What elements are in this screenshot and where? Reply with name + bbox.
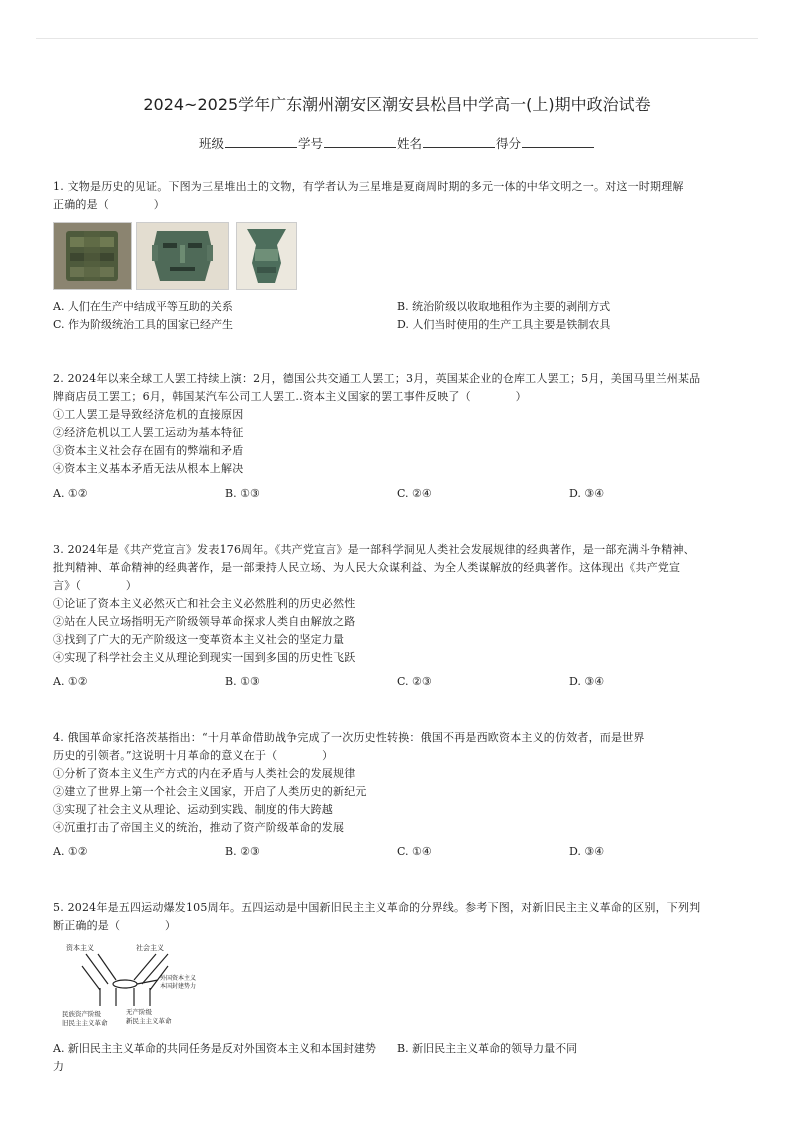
question-text-line: 1. 文物是历史的见证。下图为三星堆出土的文物，有学者认为三星堆是夏商周时期的多元一体的中华文明之一。对这一时期理解: [53, 180, 684, 193]
diagram-label-foreign-capitalism: 外国资本主义: [160, 975, 197, 982]
option-d[interactable]: D. ③④: [569, 845, 605, 858]
student-info-line: [0, 134, 794, 152]
statement-item: ④资本主义基本矛盾无法从根本上解决: [53, 462, 244, 475]
option-d[interactable]: D. ③④: [569, 487, 605, 500]
diagram-label-proletariat: 无产阶级: [126, 1008, 152, 1016]
question-3-stem: [53, 541, 743, 667]
question-text-line: 牌商店员工罢工；6月，韩国某汽车公司工人罢工..资本主义国家的罢工事件反映了（ ）: [53, 390, 527, 403]
option-a[interactable]: A. ①②: [53, 675, 88, 688]
bronze-vessel-image: [53, 222, 132, 290]
option-c[interactable]: C. ②④: [397, 487, 432, 500]
statement-item: ③找到了广大的无产阶级这一变革资本主义社会的坚定力量: [53, 633, 345, 646]
question-4-options: [53, 845, 743, 863]
bronze-zun-image: [236, 222, 297, 290]
question-text-line: 历史的引领者。”这说明十月革命的意义在于（ ）: [53, 749, 334, 762]
score-label: 得分: [496, 136, 522, 151]
top-divider: [36, 38, 758, 39]
statement-item: ①分析了资本主义生产方式的内在矛盾与人类社会的发展规律: [53, 767, 356, 780]
question-text-line: 正确的是（ ）: [53, 198, 165, 211]
statement-item: ④沉重打击了帝国主义的统治，推动了资产阶级革命的发展: [53, 821, 345, 834]
class-label: 班级: [198, 136, 224, 151]
statement-item: ④实现了科学社会主义从理论到现实一国到多国的历史性飞跃: [53, 651, 356, 664]
option-c[interactable]: C. 作为阶级统治工具的国家已经产生: [53, 318, 234, 331]
statement-item: ②站在人民立场指明无产阶级领导革命探求人类自由解放之路: [53, 615, 356, 628]
diagram-label-feudal-forces: 本国封建势力: [160, 983, 197, 990]
question-text-line: 4. 俄国革命家托洛茨基指出：“十月革命借助战争完成了一次历史性转换：俄国不再是西欧资本主义的仿效者，而是世界: [53, 731, 645, 744]
diagram-label-capitalism: 资本主义: [66, 944, 94, 952]
question-text-line: 3. 2024年是《共产党宣言》发表176周年。《共产党宣言》是一部科学洞见人类社会发展规律的经典著作，是一部充满斗争精神、: [53, 543, 695, 556]
statement-item: ③资本主义社会存在固有的弊端和矛盾: [53, 444, 244, 457]
question-1-stem: [53, 178, 743, 214]
exam-title: 2024~2025学年广东潮州潮安区潮安县松昌中学高一(上)期中政治试卷: [143, 95, 651, 114]
name-field[interactable]: [423, 136, 495, 148]
option-b[interactable]: B. ①③: [225, 487, 260, 500]
option-b[interactable]: B. 统治阶级以收取地租作为主要的剥削方式: [397, 300, 611, 313]
option-a[interactable]: A. 新旧民主主义革命的共同任务是反对外国资本主义和本国封建势力: [53, 1042, 376, 1073]
option-d[interactable]: D. 人们当时使用的生产工具主要是铁制农具: [397, 318, 611, 331]
bronze-mask-image: [136, 222, 229, 290]
option-b[interactable]: B. 新旧民主主义革命的领导力量不同: [397, 1042, 578, 1055]
statement-item: ②经济危机以工人罢工运动为基本特征: [53, 426, 244, 439]
question-text-line: 批判精神、革命精神的经典著作，是一部秉持人民立场、为人民大众谋利益、为全人类谋解放的经典著作。这体现出《共产党宣: [53, 561, 681, 574]
question-4-stem: [53, 729, 743, 837]
option-a[interactable]: A. ①②: [53, 487, 88, 500]
option-a[interactable]: A. ①②: [53, 845, 88, 858]
question-2-options: [53, 487, 743, 505]
question-5-stem: [53, 899, 743, 935]
diagram-label-old-democratic: 旧民主主义革命: [62, 1019, 108, 1027]
question-3-options: [53, 675, 743, 693]
option-b[interactable]: B. ②③: [225, 845, 260, 858]
option-b[interactable]: B. ①③: [225, 675, 260, 688]
option-a[interactable]: A. 人们在生产中结成平等互助的关系: [53, 300, 233, 313]
question-2-stem: [53, 370, 743, 478]
question-5-options: [53, 1040, 743, 1080]
diagram-label-socialism: 社会主义: [136, 944, 164, 952]
statement-item: ①论证了资本主义必然灭亡和社会主义必然胜利的历史必然性: [53, 597, 356, 610]
question-text-line: 5. 2024年是五四运动爆发105周年。五四运动是中国新旧民主主义革命的分界线。参考下图，对新旧民主主义革命的区别，下列判: [53, 901, 701, 914]
option-d[interactable]: D. ③④: [569, 675, 605, 688]
student-id-label: 学号: [297, 136, 323, 151]
question-text-line: 2. 2024年以来全球工人罢工持续上演：2月，德国公共交通工人罢工；3月，英国某企业的仓库工人罢工；5月，美国马里兰州某品: [53, 372, 701, 385]
option-c[interactable]: C. ②③: [397, 675, 432, 688]
statement-item: ②建立了世界上第一个社会主义国家，开启了人类历史的新纪元: [53, 785, 367, 798]
class-field[interactable]: [225, 136, 297, 148]
diagram-label-new-democratic: 新民主主义革命: [126, 1017, 172, 1025]
score-field[interactable]: [522, 136, 594, 148]
name-label: 姓名: [397, 136, 423, 151]
diagram-label-national-bourgeoisie: 民族资产阶级: [62, 1010, 101, 1018]
option-c[interactable]: C. ①④: [397, 845, 432, 858]
question-text-line: 言》（ ）: [53, 579, 138, 592]
question-text-line: 断正确的是（ ）: [53, 919, 177, 932]
statement-item: ③实现了社会主义从理论、运动到实践、制度的伟大跨越: [53, 803, 333, 816]
statement-item: ①工人罢工是导致经济危机的直接原因: [53, 408, 244, 421]
revolution-diagram: [58, 940, 218, 1030]
student-id-field[interactable]: [324, 136, 396, 148]
